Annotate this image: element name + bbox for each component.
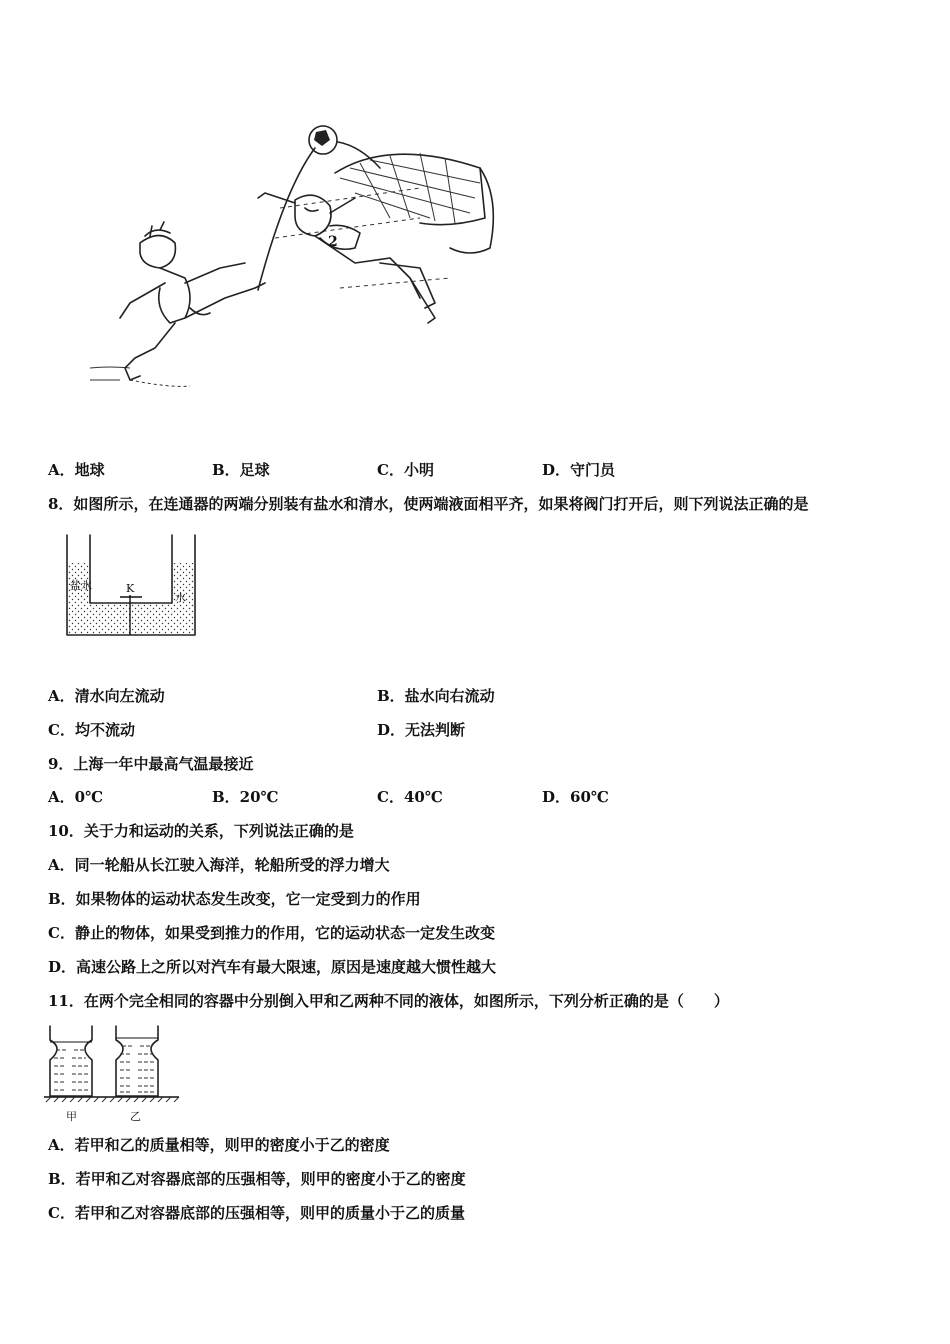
q11-stem: 11．在两个完全相同的容器中分别倒入甲和乙两种不同的液体，如图所示，下列分析正确的是（ ）: [48, 992, 729, 1010]
q9-option-c[interactable]: C．40℃: [377, 788, 443, 806]
svg-text:2: 2: [328, 234, 338, 250]
valve-label: K: [126, 582, 135, 595]
two-containers-diagram: [44, 1020, 184, 1130]
connected-vessel-diagram: [62, 535, 212, 645]
q10-option-b[interactable]: B．如果物体的运动状态发生改变，它一定受到力的作用: [48, 890, 421, 908]
label-jia: 甲: [66, 1110, 77, 1123]
q10-option-a[interactable]: A．同一轮船从长江驶入海洋，轮船所受的浮力增大: [48, 856, 390, 874]
q7-option-c[interactable]: C．小明: [377, 461, 434, 479]
q9-option-a[interactable]: A．0℃: [48, 788, 104, 806]
q10-option-c[interactable]: C．静止的物体，如果受到推力的作用，它的运动状态一定发生改变: [48, 924, 495, 942]
q11-option-c[interactable]: C．若甲和乙对容器底部的压强相等，则甲的质量小于乙的质量: [48, 1204, 465, 1222]
q8-option-b[interactable]: B．盐水向右流动: [377, 687, 495, 705]
q9-option-b[interactable]: B．20℃: [212, 788, 279, 806]
q8-option-d[interactable]: D．无法判断: [377, 721, 466, 739]
soccer-illustration-icon: [90, 118, 520, 418]
q7-option-a[interactable]: A．地球: [48, 461, 105, 479]
salt-water-label: 盐水: [70, 579, 92, 592]
q10-option-d[interactable]: D．高速公路上之所以对汽车有最大限速，原因是速度越大惯性越大: [48, 958, 497, 976]
q11-option-b[interactable]: B．若甲和乙对容器底部的压强相等，则甲的密度小于乙的密度: [48, 1170, 466, 1188]
q9-option-d[interactable]: D．60℃: [542, 788, 609, 806]
q11-option-a[interactable]: A．若甲和乙的质量相等，则甲的密度小于乙的密度: [48, 1136, 390, 1154]
q7-option-b[interactable]: B．足球: [212, 461, 270, 479]
q8-option-c[interactable]: C．均不流动: [48, 721, 135, 739]
q10-stem: 10．关于力和运动的关系，下列说法正确的是: [48, 822, 354, 840]
q9-stem: 9．上海一年中最高气温最接近: [48, 755, 254, 773]
fresh-water-label: 水: [175, 591, 186, 604]
q7-option-d[interactable]: D．守门员: [542, 461, 616, 479]
q8-stem: 8．如图所示，在连通器的两端分别装有盐水和清水，使两端液面相平齐，如果将阀门打开后，则下列说法正确的是: [48, 495, 809, 513]
q8-option-a[interactable]: A．清水向左流动: [48, 687, 165, 705]
label-yi: 乙: [130, 1110, 141, 1123]
